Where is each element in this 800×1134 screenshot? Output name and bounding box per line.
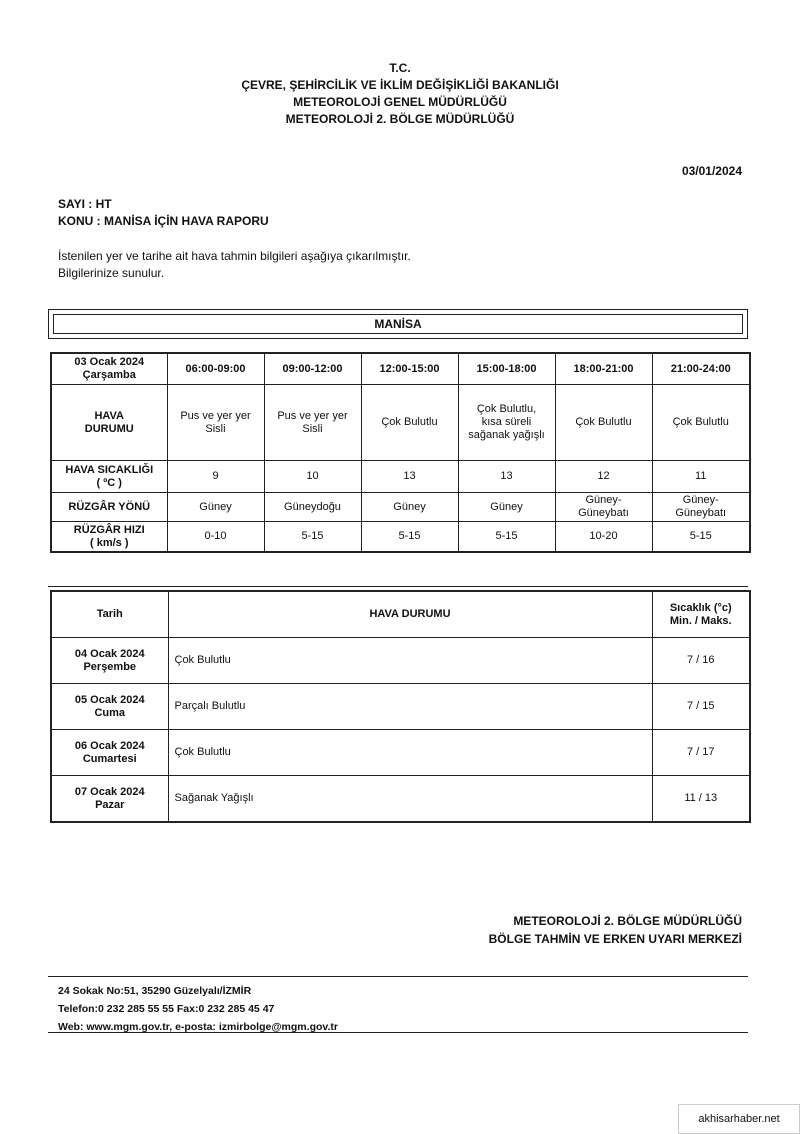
wind-speed-cell: 10-20 [555, 522, 652, 553]
temp-cell: 9 [167, 461, 264, 493]
wind-speed-cell: 5-15 [361, 522, 458, 553]
weather-text: Çok Bulutlu [575, 416, 632, 428]
weather-text: Sisli [302, 422, 323, 435]
table-row [51, 730, 750, 776]
forecast-day: Pazar [95, 798, 125, 811]
forecast-day: Perşembe [83, 660, 137, 673]
temp-cell: 11 [652, 461, 750, 493]
temp-label [51, 461, 167, 493]
table-row [51, 684, 750, 730]
wind-dir-cell [264, 493, 361, 522]
weather-text: Pus ve yer yer [180, 409, 251, 422]
wind-dir-text: Güney- [682, 494, 719, 506]
wind-dir-label: RÜZGÂR YÖNÜ [51, 493, 167, 522]
wind-speed-cell: 0-10 [167, 522, 264, 553]
forecast-day: Cuma [94, 706, 126, 719]
konu-line: KONU : MANİSA İÇİN HAVA RAPORU [58, 214, 269, 228]
forecast-date: 05 Ocak 2024 [74, 693, 145, 706]
weather-label [51, 385, 167, 461]
wind-dir-text: Güney [199, 500, 232, 513]
forecast-temp: 11 / 13 [652, 776, 750, 823]
city-banner [48, 309, 748, 339]
temp-label-2: ( ºC ) [96, 476, 122, 489]
period-header: 09:00-12:00 [264, 353, 361, 385]
forecast-date-cell [51, 638, 168, 684]
wind-dir-text: Güney [393, 500, 426, 513]
weather-cell [458, 385, 555, 461]
city-name: MANİSA [53, 314, 743, 334]
footer-phone: Telefon:0 232 285 55 55 Fax:0 232 285 45 47 [58, 1003, 275, 1015]
table-row [51, 638, 750, 684]
wind-dir-text: Güney- [585, 494, 622, 506]
forecast-day: Cumartesi [82, 752, 137, 765]
forecast-date-cell [51, 730, 168, 776]
wind-speed-cell: 5-15 [458, 522, 555, 553]
forecast-temp: 7 / 17 [652, 730, 750, 776]
forecast-date: 06 Ocak 2024 [74, 739, 145, 752]
forecast-temp: 7 / 16 [652, 638, 750, 684]
table-row [51, 591, 750, 638]
weather-label-1: HAVA [94, 409, 125, 422]
footer [58, 982, 338, 1036]
weather-text: Çok Bulutlu, [476, 403, 537, 415]
forecast-date-cell [51, 684, 168, 730]
forecast-date: 04 Ocak 2024 [74, 647, 145, 660]
temp-cell: 12 [555, 461, 652, 493]
forecast-date: 07 Ocak 2024 [74, 785, 145, 798]
col-temp-header-2: Min. / Maks. [669, 614, 732, 627]
weather-text: kısa süreli [481, 416, 532, 428]
table-row [51, 522, 750, 553]
period-header: 21:00-24:00 [652, 353, 750, 385]
watermark: akhisarhaber.net [678, 1104, 800, 1134]
forecast-temp: 7 / 15 [652, 684, 750, 730]
weather-text: Sisli [205, 422, 226, 435]
wind-dir-text: Güneybatı [578, 507, 629, 519]
intro-line-2: Bilgilerinize sunulur. [58, 266, 165, 280]
wind-speed-label-2: ( km/s ) [89, 536, 129, 549]
col-date-header: Tarih [51, 591, 168, 638]
table-row [51, 461, 750, 493]
extended-forecast-table [50, 590, 751, 823]
weather-cell [264, 385, 361, 461]
forecast-weather: Sağanak Yağışlı [168, 776, 652, 823]
col-temp-header [652, 591, 750, 638]
document-meta [58, 196, 269, 230]
wind-speed-label [51, 522, 167, 553]
sayi-line: SAYI : HT [58, 197, 112, 211]
weather-text: Pus ve yer yer [277, 409, 348, 422]
wind-dir-text: Güney [490, 500, 523, 513]
table-row [51, 385, 750, 461]
forecast-weather: Çok Bulutlu [168, 638, 652, 684]
weather-cell [361, 385, 458, 461]
table-row [51, 493, 750, 522]
daily-forecast-table [50, 352, 751, 553]
weather-text: sağanak yağışlı [468, 429, 545, 441]
wind-dir-cell [458, 493, 555, 522]
wind-dir-cell [555, 493, 652, 522]
period-header: 18:00-21:00 [555, 353, 652, 385]
document-date: 03/01/2024 [681, 164, 742, 178]
weather-cell [555, 385, 652, 461]
header-line-2: ÇEVRE, ŞEHİRCİLİK VE İKLİM DEĞİŞİKLİĞİ BAKANLIĞI [241, 78, 559, 92]
temp-cell: 13 [361, 461, 458, 493]
signature-line-2: BÖLGE TAHMİN VE ERKEN UYARI MERKEZİ [488, 932, 742, 946]
intro-text [58, 248, 411, 282]
wind-dir-cell [167, 493, 264, 522]
signature-block [489, 912, 742, 948]
weather-text: Çok Bulutlu [672, 416, 729, 428]
header-line-3: METEOROLOJİ GENEL MÜDÜRLÜĞÜ [293, 95, 507, 109]
section-divider [48, 586, 748, 587]
temp-label-1: HAVA SICAKLIĞI [65, 463, 154, 476]
period-header: 12:00-15:00 [361, 353, 458, 385]
table-row [51, 776, 750, 823]
table-row [51, 353, 750, 385]
forecast-weather: Parçalı Bulutlu [168, 684, 652, 730]
today-date: 03 Ocak 2024 [74, 356, 145, 368]
col-weather-header: HAVA DURUMU [168, 591, 652, 638]
weather-text: Çok Bulutlu [381, 416, 438, 428]
wind-dir-cell [361, 493, 458, 522]
document-header [0, 60, 800, 128]
period-header: 15:00-18:00 [458, 353, 555, 385]
header-line-4: METEOROLOJİ 2. BÖLGE MÜDÜRLÜĞÜ [285, 112, 515, 126]
today-date-cell [51, 353, 167, 385]
temp-cell: 10 [264, 461, 361, 493]
footer-web: Web: www.mgm.gov.tr, e-posta: izmirbolge@mgm.gov.tr [58, 1021, 338, 1033]
weather-cell [167, 385, 264, 461]
forecast-date-cell [51, 776, 168, 823]
footer-divider-bottom [48, 1032, 748, 1033]
intro-line-1: İstenilen yer ve tarihe ait hava tahmin bilgileri aşağıya çıkarılmıştır. [58, 249, 411, 263]
wind-speed-cell: 5-15 [652, 522, 750, 553]
period-header: 06:00-09:00 [167, 353, 264, 385]
footer-address: 24 Sokak No:51, 35290 Güzelyalı/İZMİR [58, 985, 252, 997]
wind-dir-text: Güneybatı [675, 507, 727, 519]
wind-speed-cell: 5-15 [264, 522, 361, 553]
weather-cell [652, 385, 750, 461]
wind-dir-cell [652, 493, 750, 522]
today-day: Çarşamba [82, 369, 136, 381]
footer-divider-top [48, 976, 748, 977]
forecast-weather: Çok Bulutlu [168, 730, 652, 776]
weather-label-2: DURUMU [84, 422, 134, 435]
wind-dir-text: Güneydoğu [284, 500, 341, 513]
wind-speed-label-1: RÜZGÂR HIZI [73, 523, 145, 536]
temp-cell: 13 [458, 461, 555, 493]
col-temp-header-1: Sıcaklık (°c) [669, 601, 732, 614]
signature-line-1: METEOROLOJİ 2. BÖLGE MÜDÜRLÜĞÜ [513, 914, 742, 928]
header-line-1: T.C. [389, 61, 411, 75]
